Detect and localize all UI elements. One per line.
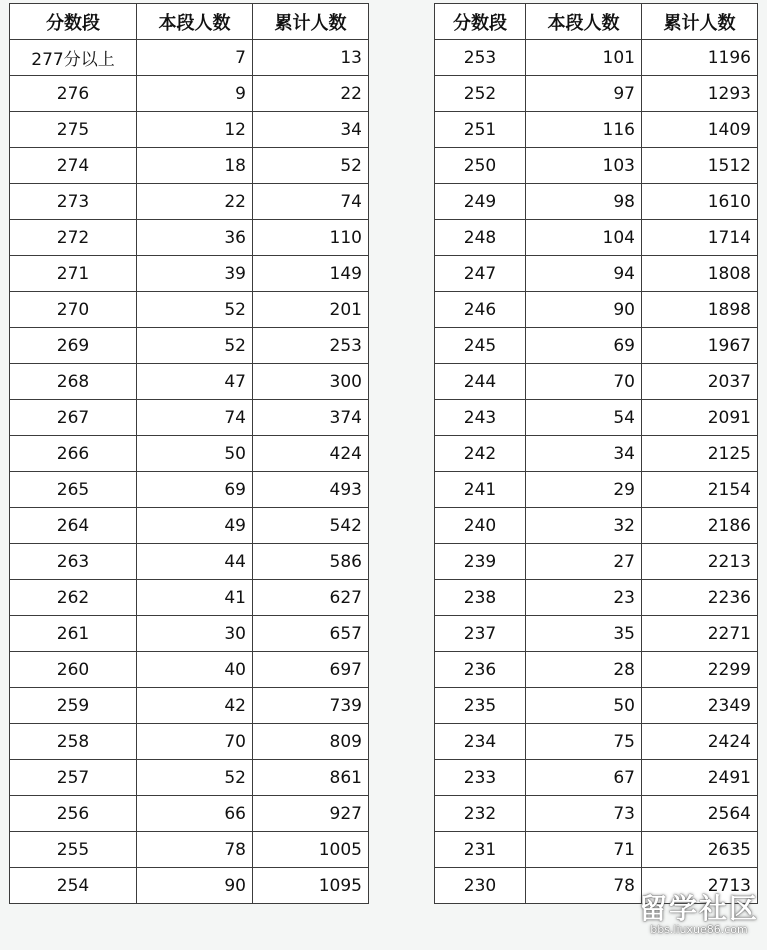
table-row [10,220,369,256]
cell-cumulative-count: 253 [253,328,369,364]
table-body-left [10,40,369,904]
cell-cumulative-count: 809 [253,724,369,760]
table-row [10,112,369,148]
cell-score-range: 269 [10,328,137,364]
cell-segment-count: 28 [526,652,642,688]
cell-segment-count: 97 [526,76,642,112]
cell-score-range: 246 [435,292,526,328]
cell-segment-count: 35 [526,616,642,652]
cell-cumulative-count: 201 [253,292,369,328]
cell-score-range: 234 [435,724,526,760]
cell-score-range: 254 [10,868,137,904]
table-row [10,328,369,364]
cell-cumulative-count: 2713 [642,868,758,904]
table-row [435,436,758,472]
cell-cumulative-count: 1967 [642,328,758,364]
table-row [435,796,758,832]
cell-cumulative-count: 586 [253,544,369,580]
cell-cumulative-count: 657 [253,616,369,652]
cell-score-range: 247 [435,256,526,292]
cell-score-range: 237 [435,616,526,652]
cell-segment-count: 9 [137,76,253,112]
table-row [435,688,758,724]
table-row [10,760,369,796]
table-row [10,40,369,76]
cell-score-range: 257 [10,760,137,796]
cell-cumulative-count: 1714 [642,220,758,256]
cell-cumulative-count: 1196 [642,40,758,76]
cell-cumulative-count: 861 [253,760,369,796]
header-cumulative-count: 累计人数 [642,4,758,40]
cell-cumulative-count: 2037 [642,364,758,400]
cell-segment-count: 71 [526,832,642,868]
cell-segment-count: 42 [137,688,253,724]
cell-score-range: 263 [10,544,137,580]
cell-score-range: 273 [10,184,137,220]
cell-score-range: 244 [435,364,526,400]
table-row [435,580,758,616]
cell-cumulative-count: 1512 [642,148,758,184]
cell-score-range: 256 [10,796,137,832]
cell-segment-count: 90 [526,292,642,328]
table-row [435,256,758,292]
cell-segment-count: 54 [526,400,642,436]
cell-cumulative-count: 2424 [642,724,758,760]
cell-score-range: 243 [435,400,526,436]
table-row [435,148,758,184]
table-row [10,580,369,616]
table-row [10,832,369,868]
cell-score-range: 251 [435,112,526,148]
table-body-right [435,40,758,904]
cell-score-range: 266 [10,436,137,472]
table-row [435,328,758,364]
cell-score-range: 235 [435,688,526,724]
cell-segment-count: 103 [526,148,642,184]
cell-segment-count: 90 [137,868,253,904]
cell-score-range: 271 [10,256,137,292]
table-row [435,364,758,400]
cell-score-range: 265 [10,472,137,508]
cell-score-range: 231 [435,832,526,868]
cell-segment-count: 23 [526,580,642,616]
cell-segment-count: 52 [137,760,253,796]
cell-cumulative-count: 300 [253,364,369,400]
cell-cumulative-count: 2564 [642,796,758,832]
cell-segment-count: 73 [526,796,642,832]
cell-cumulative-count: 2125 [642,436,758,472]
cell-score-range: 242 [435,436,526,472]
cell-score-range: 233 [435,760,526,796]
cell-cumulative-count: 493 [253,472,369,508]
table-header-row [10,4,369,40]
cell-segment-count: 69 [137,472,253,508]
table-row [10,724,369,760]
cell-cumulative-count: 74 [253,184,369,220]
cell-score-range: 260 [10,652,137,688]
cell-cumulative-count: 542 [253,508,369,544]
cell-score-range: 238 [435,580,526,616]
cell-score-range: 241 [435,472,526,508]
cell-score-range: 276 [10,76,137,112]
cell-cumulative-count: 2154 [642,472,758,508]
cell-cumulative-count: 149 [253,256,369,292]
table-row [435,652,758,688]
cell-cumulative-count: 1898 [642,292,758,328]
cell-cumulative-count: 2091 [642,400,758,436]
cell-cumulative-count: 927 [253,796,369,832]
table-row [10,544,369,580]
cell-segment-count: 52 [137,328,253,364]
table-row [10,616,369,652]
table-row [435,40,758,76]
cell-segment-count: 27 [526,544,642,580]
cell-score-range: 270 [10,292,137,328]
cell-score-range: 272 [10,220,137,256]
cell-score-range: 259 [10,688,137,724]
cell-cumulative-count: 1808 [642,256,758,292]
cell-score-range: 264 [10,508,137,544]
cell-score-range: 267 [10,400,137,436]
cell-score-range: 252 [435,76,526,112]
watermark-title: 留学社区 [638,892,759,925]
cell-segment-count: 78 [137,832,253,868]
cell-segment-count: 30 [137,616,253,652]
cell-segment-count: 39 [137,256,253,292]
cell-segment-count: 52 [137,292,253,328]
cell-score-range: 261 [10,616,137,652]
cell-segment-count: 49 [137,508,253,544]
table-row [10,400,369,436]
site-watermark [639,894,759,936]
cell-cumulative-count: 2491 [642,760,758,796]
cell-segment-count: 94 [526,256,642,292]
cell-cumulative-count: 2271 [642,616,758,652]
cell-segment-count: 74 [137,400,253,436]
cell-segment-count: 98 [526,184,642,220]
cell-score-range: 230 [435,868,526,904]
cell-segment-count: 66 [137,796,253,832]
table-row [10,76,369,112]
table-row [10,184,369,220]
cell-score-range: 239 [435,544,526,580]
table-row [435,292,758,328]
cell-score-range: 258 [10,724,137,760]
cell-segment-count: 12 [137,112,253,148]
cell-segment-count: 18 [137,148,253,184]
cell-cumulative-count: 1293 [642,76,758,112]
header-segment-count: 本段人数 [137,4,253,40]
cell-segment-count: 34 [526,436,642,472]
table-row [10,652,369,688]
table-row [10,148,369,184]
table-row [435,76,758,112]
cell-cumulative-count: 1005 [253,832,369,868]
cell-segment-count: 70 [137,724,253,760]
cell-cumulative-count: 374 [253,400,369,436]
table-row [435,760,758,796]
cell-score-range: 253 [435,40,526,76]
cell-segment-count: 101 [526,40,642,76]
table-row [435,724,758,760]
cell-cumulative-count: 1610 [642,184,758,220]
table-row [10,472,369,508]
cell-cumulative-count: 13 [253,40,369,76]
cell-segment-count: 7 [137,40,253,76]
table-header-row [435,4,758,40]
header-score-range: 分数段 [10,4,137,40]
cell-cumulative-count: 627 [253,580,369,616]
cell-score-range: 250 [435,148,526,184]
header-cumulative-count: 累计人数 [253,4,369,40]
cell-cumulative-count: 1409 [642,112,758,148]
cell-segment-count: 32 [526,508,642,544]
table-row [435,832,758,868]
cell-cumulative-count: 2213 [642,544,758,580]
cell-segment-count: 69 [526,328,642,364]
header-segment-count: 本段人数 [526,4,642,40]
cell-cumulative-count: 22 [253,76,369,112]
table-row [10,292,369,328]
score-table-right [434,3,758,904]
cell-segment-count: 40 [137,652,253,688]
cell-cumulative-count: 739 [253,688,369,724]
watermark-url: bbs.liuxue86.com [650,923,748,936]
cell-segment-count: 75 [526,724,642,760]
table-row [435,400,758,436]
cell-score-range: 245 [435,328,526,364]
table-row [10,364,369,400]
cell-score-range: 262 [10,580,137,616]
table-row [435,220,758,256]
table-row [435,616,758,652]
cell-cumulative-count: 110 [253,220,369,256]
table-row [435,112,758,148]
header-score-range: 分数段 [435,4,526,40]
cell-cumulative-count: 52 [253,148,369,184]
cell-segment-count: 70 [526,364,642,400]
cell-cumulative-count: 34 [253,112,369,148]
cell-score-range: 255 [10,832,137,868]
cell-segment-count: 36 [137,220,253,256]
table-row [435,544,758,580]
cell-cumulative-count: 2186 [642,508,758,544]
table-row [435,508,758,544]
cell-score-range: 248 [435,220,526,256]
cell-score-range: 268 [10,364,137,400]
cell-segment-count: 44 [137,544,253,580]
cell-segment-count: 50 [137,436,253,472]
cell-score-range: 236 [435,652,526,688]
cell-segment-count: 50 [526,688,642,724]
cell-score-range: 277分以上 [10,40,137,76]
cell-segment-count: 22 [137,184,253,220]
cell-segment-count: 29 [526,472,642,508]
table-row [10,508,369,544]
cell-cumulative-count: 2635 [642,832,758,868]
cell-segment-count: 67 [526,760,642,796]
cell-score-range: 240 [435,508,526,544]
cell-segment-count: 116 [526,112,642,148]
cell-segment-count: 41 [137,580,253,616]
cell-segment-count: 78 [526,868,642,904]
table-row [10,688,369,724]
cell-cumulative-count: 1095 [253,868,369,904]
table-row [435,184,758,220]
cell-score-range: 274 [10,148,137,184]
cell-score-range: 249 [435,184,526,220]
score-table-left [9,3,369,904]
cell-cumulative-count: 697 [253,652,369,688]
cell-cumulative-count: 2236 [642,580,758,616]
cell-cumulative-count: 424 [253,436,369,472]
table-row [10,868,369,904]
table-row [10,256,369,292]
table-row [10,796,369,832]
cell-segment-count: 104 [526,220,642,256]
table-row [435,472,758,508]
table-row [10,436,369,472]
cell-cumulative-count: 2299 [642,652,758,688]
cell-segment-count: 47 [137,364,253,400]
cell-score-range: 275 [10,112,137,148]
cell-cumulative-count: 2349 [642,688,758,724]
cell-score-range: 232 [435,796,526,832]
